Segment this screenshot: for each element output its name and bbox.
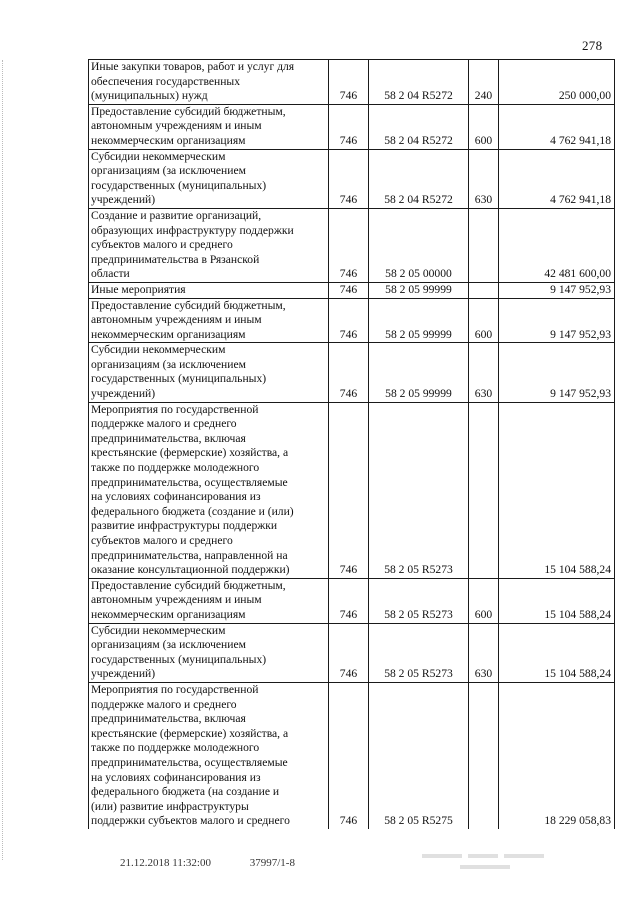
scan-margin-artifact — [2, 60, 5, 860]
row-code-cell: 746 — [329, 682, 369, 828]
row-type-cell — [469, 282, 499, 298]
row-type-cell: 600 — [469, 298, 499, 343]
row-name-line: Предоставление субсидий бюджетным, — [91, 298, 286, 312]
row-name-line: учреждений) — [91, 193, 156, 207]
row-code-cell: 746 — [329, 623, 369, 682]
row-amount-cell: 4 762 941,18 — [499, 149, 615, 208]
document-footer — [120, 857, 331, 869]
row-amount-cell: 9 147 952,93 — [499, 282, 615, 298]
budget-table — [88, 59, 615, 829]
row-name-line: учреждений) — [91, 667, 156, 681]
row-name-line: образующих инфраструктуру поддержки — [91, 223, 294, 237]
row-name-line: на условиях софинансирования из — [91, 490, 261, 504]
row-article-cell: 58 2 05 R5275 — [369, 682, 469, 828]
row-name-line: государственных (муниципальных) — [91, 652, 267, 666]
row-name-line: государственных (муниципальных) — [91, 372, 267, 386]
table-row — [89, 578, 615, 623]
row-article-cell: 58 2 05 99999 — [369, 343, 469, 402]
row-name-line: Иные мероприятия — [91, 282, 186, 296]
table-row — [89, 298, 615, 343]
row-article-cell: 58 2 05 99999 — [369, 282, 469, 298]
row-code-cell: 746 — [329, 60, 369, 105]
row-article-cell: 58 2 04 R5272 — [369, 60, 469, 105]
row-name-line: субъектов малого и среднего — [91, 238, 233, 252]
row-name-line: также по поддержке молодежного — [91, 461, 260, 475]
page-number: 278 — [582, 38, 603, 53]
row-name-line: федерального бюджета (создание и (или) — [91, 504, 294, 518]
row-name-line: некоммерческим организациям — [91, 327, 246, 341]
row-code-cell: 746 — [329, 578, 369, 623]
row-amount-cell: 9 147 952,93 — [499, 343, 615, 402]
row-name-line: субъектов малого и среднего — [91, 534, 233, 547]
row-name-line: организациям (за исключением — [91, 164, 246, 178]
row-code-cell: 746 — [329, 343, 369, 402]
row-code-cell: 746 — [329, 104, 369, 149]
row-name-line: (или) развитие инфраструктуры — [91, 799, 249, 813]
row-amount-cell: 4 762 941,18 — [499, 104, 615, 149]
table-row — [89, 282, 615, 298]
row-article-cell: 58 2 04 R5272 — [369, 104, 469, 149]
row-name-cell — [89, 60, 329, 105]
table-row — [89, 149, 615, 208]
row-name-cell — [89, 104, 329, 149]
row-name-line: оказание консультационной поддержки) — [91, 563, 290, 577]
row-article-cell: 58 2 05 99999 — [369, 298, 469, 343]
row-name-line: Создание и развитие организаций, — [91, 208, 262, 222]
table-row — [89, 104, 615, 149]
row-type-cell: 630 — [469, 149, 499, 208]
row-name-cell — [89, 578, 329, 623]
faded-stamp-graphic — [420, 850, 550, 876]
row-name-line: поддержке малого и среднего — [91, 697, 237, 711]
row-amount-cell: 250 000,00 — [499, 60, 615, 105]
row-amount-cell: 9 147 952,93 — [499, 298, 615, 343]
row-type-cell: 630 — [469, 623, 499, 682]
row-code-cell: 746 — [329, 149, 369, 208]
row-name-cell — [89, 208, 329, 282]
row-name-line: автономным учреждениям и иным — [91, 119, 262, 133]
footer-doc-id: 37997/1-8 — [249, 857, 295, 869]
row-name-line: предпринимательства, направленной на — [91, 548, 288, 562]
row-name-line: предпринимательства, осуществляемые — [91, 475, 288, 489]
row-name-line: автономным учреждениям и иным — [91, 593, 262, 607]
table-row — [89, 682, 615, 828]
row-name-line: предпринимательства в Рязанской — [91, 252, 260, 266]
table-row — [89, 60, 615, 105]
table-row — [89, 208, 615, 282]
row-name-line: Иные закупки товаров, работ и услуг для — [91, 60, 295, 73]
row-name-line: поддержки субъектов малого и среднего — [91, 814, 290, 828]
table-row — [89, 402, 615, 578]
row-name-line: государственных (муниципальных) — [91, 178, 267, 192]
row-name-line: Предоставление субсидий бюджетным, — [91, 578, 286, 592]
row-name-line: крестьянские (фермерские) хозяйства, а — [91, 446, 289, 460]
row-name-cell — [89, 149, 329, 208]
row-name-cell — [89, 623, 329, 682]
row-name-line: федерального бюджета (на создание и — [91, 785, 280, 799]
row-code-cell: 746 — [329, 208, 369, 282]
row-name-cell — [89, 298, 329, 343]
row-name-line: области — [91, 267, 130, 281]
row-name-line: организациям (за исключением — [91, 357, 246, 371]
row-type-cell: 600 — [469, 104, 499, 149]
row-name-cell — [89, 402, 329, 578]
row-type-cell: 240 — [469, 60, 499, 105]
row-article-cell: 58 2 04 R5272 — [369, 149, 469, 208]
row-name-line: автономным учреждениям и иным — [91, 313, 262, 327]
row-amount-cell: 15 104 588,24 — [499, 623, 615, 682]
row-type-cell — [469, 208, 499, 282]
row-name-line: на условиях софинансирования из — [91, 770, 261, 784]
row-article-cell: 58 2 05 00000 — [369, 208, 469, 282]
row-type-cell: 600 — [469, 578, 499, 623]
row-article-cell: 58 2 05 R5273 — [369, 623, 469, 682]
footer-timestamp: 21.12.2018 11:32:00 — [120, 857, 211, 869]
row-code-cell: 746 — [329, 298, 369, 343]
row-name-line: Предоставление субсидий бюджетным, — [91, 104, 286, 118]
row-type-cell: 630 — [469, 343, 499, 402]
row-name-line: поддержке малого и среднего — [91, 417, 237, 431]
row-name-line: организациям (за исключением — [91, 638, 246, 652]
row-name-line: Субсидии некоммерческим — [91, 623, 226, 637]
row-code-cell: 746 — [329, 402, 369, 578]
row-article-cell: 58 2 05 R5273 — [369, 578, 469, 623]
row-name-line: (муниципальных) нужд — [91, 89, 208, 103]
row-name-cell — [89, 343, 329, 402]
row-name-line: крестьянские (фермерские) хозяйства, а — [91, 726, 289, 740]
row-name-line: предпринимательства, включая — [91, 431, 246, 445]
row-code-cell: 746 — [329, 282, 369, 298]
row-name-cell — [89, 282, 329, 298]
row-amount-cell: 18 229 058,83 — [499, 682, 615, 828]
budget-table-body — [89, 60, 615, 829]
row-amount-cell: 15 104 588,24 — [499, 402, 615, 578]
row-name-line: Субсидии некоммерческим — [91, 343, 226, 357]
row-name-line: предпринимательства, осуществляемые — [91, 755, 288, 769]
row-name-line: Мероприятия по государственной — [91, 402, 259, 416]
row-name-line: предпринимательства, включая — [91, 712, 246, 726]
table-row — [89, 623, 615, 682]
row-name-line: обеспечения государственных — [91, 74, 241, 88]
row-name-cell — [89, 682, 329, 828]
row-name-line: развитие инфраструктуры поддержки — [91, 519, 278, 533]
table-row — [89, 343, 615, 402]
row-amount-cell: 15 104 588,24 — [499, 578, 615, 623]
row-name-line: также по поддержке молодежного — [91, 741, 260, 755]
row-name-line: некоммерческим организациям — [91, 607, 246, 621]
row-name-line: некоммерческим организациям — [91, 133, 246, 147]
row-name-line: Субсидии некоммерческим — [91, 149, 226, 163]
row-name-line: Мероприятия по государственной — [91, 682, 259, 696]
row-type-cell — [469, 402, 499, 578]
row-type-cell — [469, 682, 499, 828]
row-article-cell: 58 2 05 R5273 — [369, 402, 469, 578]
row-name-line: учреждений) — [91, 387, 156, 401]
row-amount-cell: 42 481 600,00 — [499, 208, 615, 282]
